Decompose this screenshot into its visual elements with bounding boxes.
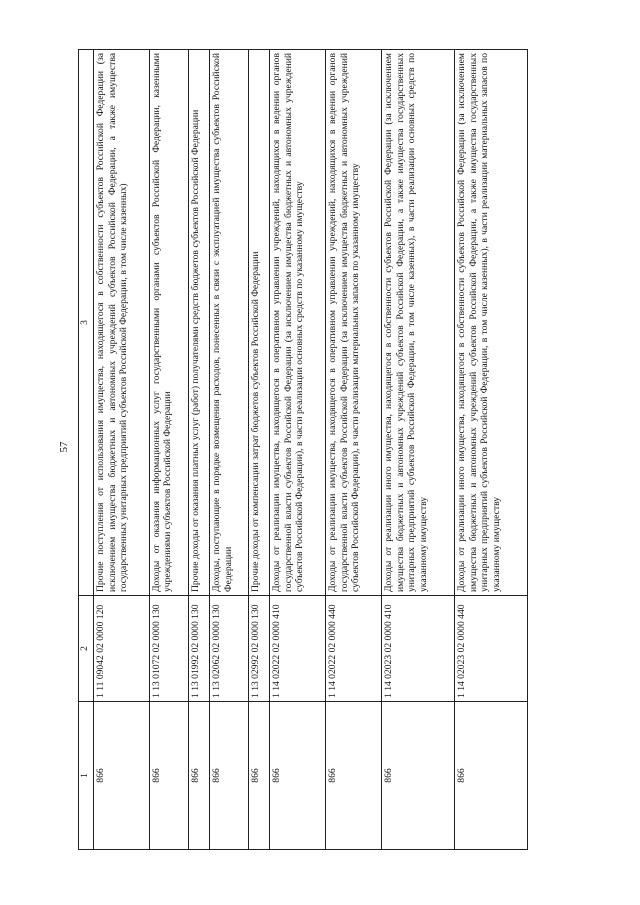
description-cell: Доходы, поступающие в порядке возмещения расходов, понесенных в связи с эксплуатацией имущества субъектов Российской Федерации [210, 50, 249, 596]
page-number: 57 [58, 441, 70, 453]
budget-code-cell: 1 13 01992 02 0000 130 [188, 596, 210, 702]
table-row [210, 50, 249, 850]
admin-code-cell: 866 [248, 702, 270, 850]
description-cell: Прочие доходы от компенсации затрат бюджетов субъектов Российской Федерации [248, 50, 270, 596]
budget-code-cell: 1 14 02023 02 0000 410 [382, 596, 455, 702]
rotated-table-container [78, 50, 528, 850]
header-col-1: 1 [79, 702, 94, 850]
table-row [326, 50, 382, 850]
table-row [455, 50, 528, 850]
table-row [382, 50, 455, 850]
header-col-3: 3 [79, 50, 94, 596]
budget-code-cell: 1 13 02992 02 0000 130 [248, 596, 270, 702]
table-row [94, 50, 150, 850]
table-row [188, 50, 210, 850]
table-row [270, 50, 326, 850]
admin-code-cell: 866 [210, 702, 249, 850]
description-cell: Доходы от оказания информационных услуг государственными органами субъектов Российской Федерации, казенными учреждениями субъектов Российской Федерации [149, 50, 188, 596]
budget-code-cell: 1 14 02023 02 0000 440 [455, 596, 528, 702]
admin-code-cell: 866 [188, 702, 210, 850]
budget-code-cell: 1 13 01072 02 0000 130 [149, 596, 188, 702]
table-wrapper [78, 50, 528, 850]
admin-code-cell: 866 [149, 702, 188, 850]
admin-code-cell: 866 [455, 702, 528, 850]
budget-code-cell: 1 11 09042 02 0000 120 [94, 596, 150, 702]
budget-code-cell: 1 14 02022 02 0000 440 [326, 596, 382, 702]
admin-code-cell: 866 [382, 702, 455, 850]
description-cell: Доходы от реализации иного имущества, находящегося в собственности субъектов Российской Федерации (за исключением имущества бюджетных и автономных учреждений субъектов Российской Федерации, а также имущества государственных унитарных предприятий субъектов Российской Федерации, в том числе казенных), в части реализации основных средств по указанному имуществу [382, 50, 455, 596]
budget-code-cell: 1 13 02062 02 0000 130 [210, 596, 249, 702]
table-header-row [79, 50, 94, 850]
table-row [248, 50, 270, 850]
description-cell: Доходы от реализации имущества, находящегося в оперативном управлении учреждений, находящихся в ведении органов государственной власти субъектов Российской Федерации (за исключением имущества бюджетных и автономных учреждений субъектов Российской Федерации), в части реализации основных средств по указанному имуществу [270, 50, 326, 596]
admin-code-cell: 866 [94, 702, 150, 850]
header-col-2: 2 [79, 596, 94, 702]
table-row [149, 50, 188, 850]
admin-code-cell: 866 [270, 702, 326, 850]
description-cell: Прочие поступления от использования имущества, находящегося в собственности субъектов Российской Федерации (за исключением имущества бюджетных и автономных учреждений субъектов Российской Федерации, а также имущества государственных унитарных предприятий субъектов Российской Федерации, в том числе казенных) [94, 50, 150, 596]
description-cell: Доходы от реализации иного имущества, находящегося в собственности субъектов Российской Федерации (за исключением имущества бюджетных и автономных учреждений субъектов Российской Федерации, а также имущества государственных унитарных предприятий субъектов Российской Федерации, в том числе казенных), в части реализации материальных запасов по указанному имуществу [455, 50, 528, 596]
budget-code-cell: 1 14 02022 02 0000 410 [270, 596, 326, 702]
description-cell: Доходы от реализации имущества, находящегося в оперативном управлении учреждений, находящихся в ведении органов государственной власти субъектов Российской Федерации (за исключением имущества бюджетных и автономных учреждений субъектов Российской Федерации), в части реализации материальных запасов по указанному имуществу [326, 50, 382, 596]
revenue-codes-table [78, 49, 528, 850]
admin-code-cell: 866 [326, 702, 382, 850]
description-cell: Прочие доходы от оказания платных услуг (работ) получателями средств бюджетов субъектов Российской Федерации [188, 50, 210, 596]
